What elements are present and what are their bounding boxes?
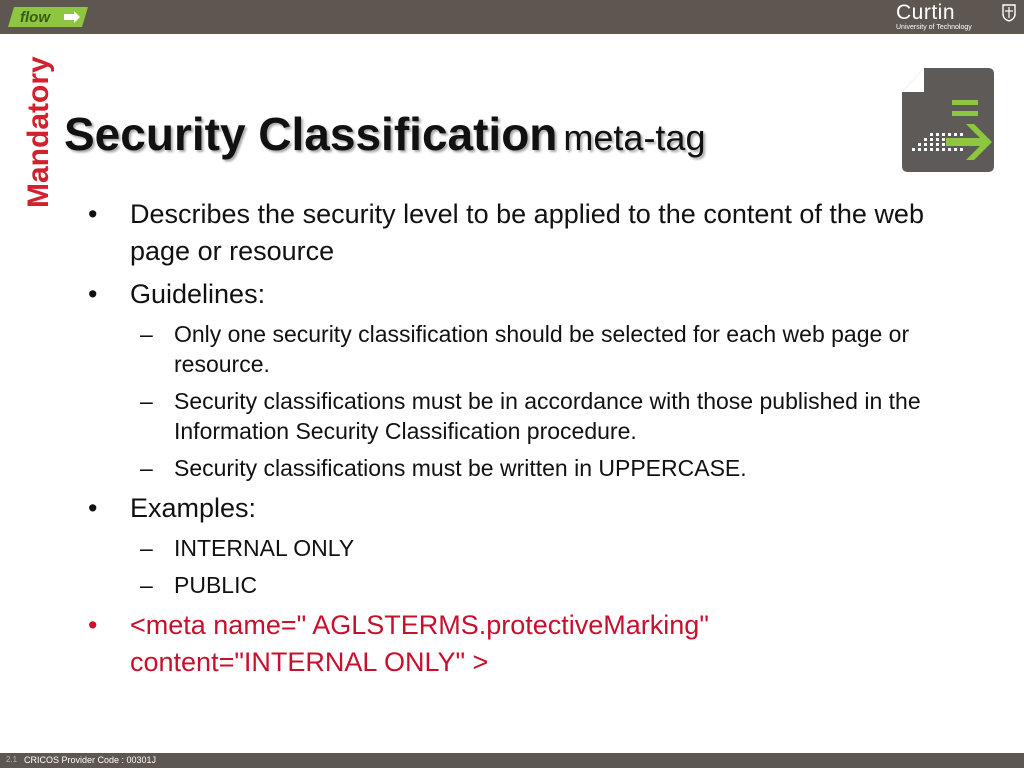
sub-bullet-item: [88, 570, 948, 600]
sub-bullet-text: INTERNAL ONLY: [174, 535, 355, 561]
sub-bullet-text: Only one security classification should be selected for each web page or resource.: [174, 321, 910, 377]
bullet-list: [88, 196, 948, 687]
bullet-item: [88, 196, 948, 270]
bullet-text: Describes the security level to be applied to the content of the web page or resource: [130, 199, 924, 266]
bullet-text: Examples:: [130, 493, 257, 523]
sub-bullet-marker: –: [140, 455, 153, 481]
title-main: Security Classification: [64, 108, 558, 160]
sub-bullet-item: [88, 319, 948, 379]
bottom-bar: [0, 753, 1024, 768]
cricos-code: CRICOS Provider Code : 00301J: [24, 755, 157, 765]
bullet-text: Guidelines:: [130, 279, 266, 309]
sub-bullet-text: Security classifications must be written in UPPERCASE.: [174, 455, 747, 481]
bullet-item: [88, 607, 948, 681]
sub-bullet-marker: –: [140, 572, 153, 598]
top-bar: [0, 0, 1024, 34]
flow-logo-text: flow: [20, 9, 50, 26]
bullet-text: <meta name=" AGLSTERMS.protectiveMarking" content="INTERNAL ONLY" >: [130, 610, 709, 677]
sub-bullet-marker: –: [140, 321, 153, 347]
title-suffix: meta-tag: [563, 117, 706, 158]
sub-bullet-text: Security classifications must be in accordance with those published in the Information Security Classification procedure.: [174, 388, 921, 444]
document-arrow-icon: [900, 66, 996, 174]
bullet-item: [88, 490, 948, 527]
crest-icon: [1002, 4, 1016, 22]
brand-name: Curtin: [896, 1, 956, 24]
mandatory-label: Mandatory: [22, 56, 55, 208]
curtin-logo: [896, 1, 1016, 33]
bullet-marker: •: [88, 279, 98, 309]
sub-bullet-text: PUBLIC: [174, 572, 258, 598]
sub-bullet-item: [88, 386, 948, 446]
sub-bullet-marker: –: [140, 535, 153, 561]
sub-bullet-marker: –: [140, 388, 153, 414]
bullet-marker: •: [88, 199, 98, 229]
brand-subtitle: University of Technology: [896, 24, 972, 31]
sub-bullet-item: [88, 453, 948, 483]
slide-title: [64, 104, 705, 164]
bullet-marker: •: [88, 610, 98, 640]
bullet-item: [88, 276, 948, 313]
page-number: 2.1: [6, 755, 18, 764]
flow-logo: [8, 5, 90, 29]
bullet-marker: •: [88, 493, 98, 523]
sub-bullet-item: [88, 533, 948, 563]
